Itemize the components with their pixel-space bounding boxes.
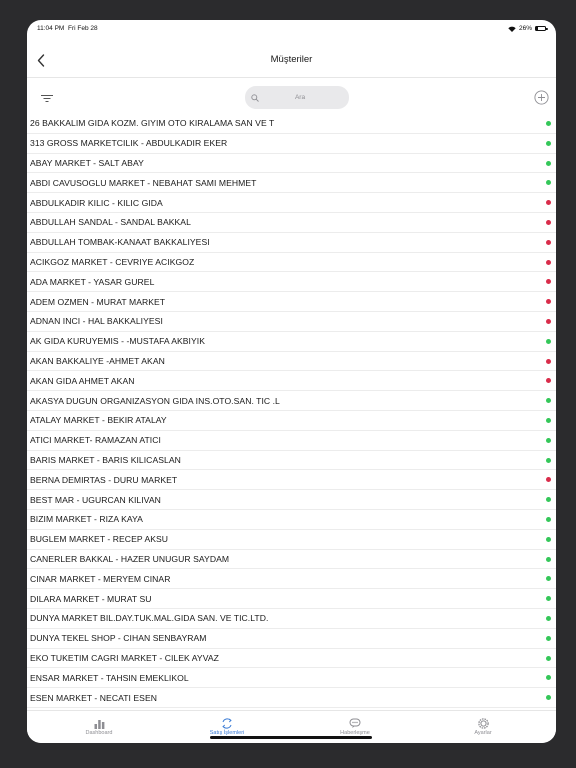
page-title: Müşteriler bbox=[270, 54, 313, 65]
customer-name: BEST MAR - UGURCAN KILIVAN bbox=[30, 494, 161, 505]
customer-name: BARIS MARKET - BARIS KILICASLAN bbox=[30, 454, 181, 465]
status-dot bbox=[546, 200, 551, 205]
status-dot bbox=[546, 121, 551, 126]
status-dot bbox=[546, 557, 551, 562]
customer-name: DUNYA TEKEL SHOP - CIHAN SENBAYRAM bbox=[30, 633, 207, 644]
list-item[interactable] bbox=[27, 629, 556, 649]
customer-name: ABDULLAH TOMBAK-KANAAT BAKKALIYESI bbox=[30, 237, 210, 248]
status-dot bbox=[546, 675, 551, 680]
status-dot bbox=[546, 537, 551, 542]
search-icon bbox=[251, 94, 259, 102]
status-dot bbox=[546, 616, 551, 621]
status-dot bbox=[546, 161, 551, 166]
status-dot bbox=[546, 141, 551, 146]
list-item[interactable] bbox=[27, 134, 556, 154]
list-item[interactable] bbox=[27, 233, 556, 253]
status-dot bbox=[546, 240, 551, 245]
customer-name: ABDULKADIR KILIC - KILIC GIDA bbox=[30, 197, 163, 208]
customer-name: CINAR MARKET - MERYEM CINAR bbox=[30, 573, 171, 584]
gear-icon bbox=[477, 718, 489, 729]
status-dot bbox=[546, 636, 551, 641]
customer-name: ATALAY MARKET - BEKIR ATALAY bbox=[30, 415, 167, 426]
customer-name: ESEN MARKET - NECATI ESEN bbox=[30, 692, 157, 703]
status-dot bbox=[546, 656, 551, 661]
tab-label: Haberleşme bbox=[340, 730, 370, 736]
list-item[interactable] bbox=[27, 649, 556, 669]
list-item[interactable] bbox=[27, 272, 556, 292]
list-item[interactable] bbox=[27, 371, 556, 391]
status-dot bbox=[546, 359, 551, 364]
battery-fill bbox=[536, 27, 538, 30]
list-item[interactable] bbox=[27, 550, 556, 570]
customer-name: AK GIDA KURUYEMIS - -MUSTAFA AKBIYIK bbox=[30, 336, 205, 347]
status-dot bbox=[546, 438, 551, 443]
customer-name: AKASYA DUGUN ORGANIZASYON GIDA INS.OTO.SAN. TIC .L bbox=[30, 395, 280, 406]
status-dot bbox=[546, 220, 551, 225]
add-customer-button[interactable] bbox=[534, 90, 549, 105]
customer-name: ADEM OZMEN - MURAT MARKET bbox=[30, 296, 166, 307]
list-item[interactable] bbox=[27, 668, 556, 688]
status-bar bbox=[27, 20, 556, 36]
list-item[interactable] bbox=[27, 510, 556, 530]
customer-name: ADNAN INCI - HAL BAKKALIYESI bbox=[30, 316, 163, 327]
customer-name: ENSAR MARKET - TAHSIN EMEKLIKOL bbox=[30, 672, 189, 683]
list-item[interactable] bbox=[27, 332, 556, 352]
customer-name: BIZIM MARKET - RIZA KAYA bbox=[30, 514, 143, 525]
tab-label: Satış İşlemleri bbox=[209, 730, 245, 736]
status-dot bbox=[546, 458, 551, 463]
navigation-bar bbox=[27, 42, 556, 78]
status-dot bbox=[546, 418, 551, 423]
app-window bbox=[27, 20, 556, 743]
customer-name: ACIKGOZ MARKET - CEVRIYE ACIKGOZ bbox=[30, 256, 195, 267]
status-dot bbox=[546, 378, 551, 383]
customer-name: 26 BAKKALIM GIDA KOZM. GIYIM OTO KIRALAMA SAN VE T bbox=[30, 118, 275, 129]
battery-icon bbox=[535, 26, 546, 31]
status-dot bbox=[546, 576, 551, 581]
sales-icon bbox=[221, 718, 233, 729]
status-dot bbox=[546, 260, 551, 265]
status-dot bbox=[546, 398, 551, 403]
status-dot bbox=[546, 180, 551, 185]
tab-dashboard[interactable] bbox=[59, 711, 139, 743]
customer-name: DUNYA MARKET BIL.DAY.TUK.MAL.GIDA SAN. VE TIC.LTD. bbox=[30, 613, 269, 624]
customer-name: AKAN BAKKALIYE -AHMET AKAN bbox=[30, 355, 165, 366]
tab-bar bbox=[27, 710, 556, 743]
customer-name: ADA MARKET - YASAR GUREL bbox=[30, 276, 155, 287]
list-item[interactable] bbox=[27, 213, 556, 233]
customer-name: AKAN GIDA AHMET AKAN bbox=[30, 375, 135, 386]
date-text: Fri Feb 28 bbox=[67, 25, 98, 32]
chat-icon bbox=[349, 718, 361, 729]
customer-name: EKO TUKETIM CAGRI MARKET - CILEK AYVAZ bbox=[30, 652, 219, 663]
list-item[interactable] bbox=[27, 173, 556, 193]
list-item[interactable] bbox=[27, 312, 556, 332]
status-dot bbox=[546, 319, 551, 324]
status-dot bbox=[546, 279, 551, 284]
list-item[interactable] bbox=[27, 292, 556, 312]
list-item[interactable] bbox=[27, 352, 556, 372]
list-item[interactable] bbox=[27, 569, 556, 589]
search-box[interactable] bbox=[245, 86, 349, 109]
list-item[interactable] bbox=[27, 114, 556, 134]
filter-icon bbox=[41, 95, 53, 102]
time-text: 11:04 PM bbox=[37, 25, 65, 32]
wifi-icon bbox=[508, 26, 516, 32]
customer-name: CANERLER BAKKAL - HAZER UNUGUR SAYDAM bbox=[30, 553, 230, 564]
status-indicators bbox=[508, 25, 546, 32]
plus-circle-icon bbox=[534, 90, 549, 105]
list-item[interactable] bbox=[27, 609, 556, 629]
search-input[interactable] bbox=[265, 94, 335, 101]
status-dot bbox=[546, 339, 551, 344]
list-item[interactable] bbox=[27, 530, 556, 550]
customer-list bbox=[27, 114, 556, 710]
tab-label: Dashboard bbox=[85, 730, 113, 736]
customer-name: ABDI CAVUSOGLU MARKET - NEBAHAT SAMI MEHMET bbox=[30, 177, 257, 188]
status-dot bbox=[546, 299, 551, 304]
list-item[interactable] bbox=[27, 470, 556, 490]
status-dot bbox=[546, 517, 551, 522]
tab-label: Ayarlar bbox=[474, 730, 492, 736]
customer-name: BERNA DEMIRTAS - DURU MARKET bbox=[30, 474, 178, 485]
list-item[interactable] bbox=[27, 193, 556, 213]
tab-settings[interactable] bbox=[443, 711, 523, 743]
customer-name: 313 GROSS MARKETCILIK - ABDULKADIR EKER bbox=[30, 138, 228, 149]
list-item[interactable] bbox=[27, 253, 556, 273]
list-toolbar bbox=[27, 82, 556, 112]
status-dot bbox=[546, 477, 551, 482]
customer-name: ABAY MARKET - SALT ABAY bbox=[30, 157, 144, 168]
list-item[interactable] bbox=[27, 589, 556, 609]
customer-name: ATICI MARKET- RAMAZAN ATICI bbox=[30, 435, 161, 446]
list-item[interactable] bbox=[27, 451, 556, 471]
filter-button[interactable] bbox=[32, 90, 62, 106]
list-item[interactable] bbox=[27, 431, 556, 451]
list-item[interactable] bbox=[27, 154, 556, 174]
list-item[interactable] bbox=[27, 411, 556, 431]
list-item[interactable] bbox=[27, 490, 556, 510]
list-item[interactable] bbox=[27, 688, 556, 708]
home-indicator[interactable] bbox=[210, 736, 372, 739]
status-dot bbox=[546, 596, 551, 601]
status-time bbox=[37, 25, 98, 32]
bar-chart-icon bbox=[93, 718, 105, 729]
list-item[interactable] bbox=[27, 391, 556, 411]
status-dot bbox=[546, 695, 551, 700]
customer-name: BUGLEM MARKET - RECEP AKSU bbox=[30, 534, 169, 545]
customer-name: ABDULLAH SANDAL - SANDAL BAKKAL bbox=[30, 217, 191, 228]
customer-name: DILARA MARKET - MURAT SU bbox=[30, 593, 152, 604]
status-dot bbox=[546, 497, 551, 502]
battery-percent: 26% bbox=[518, 25, 532, 32]
